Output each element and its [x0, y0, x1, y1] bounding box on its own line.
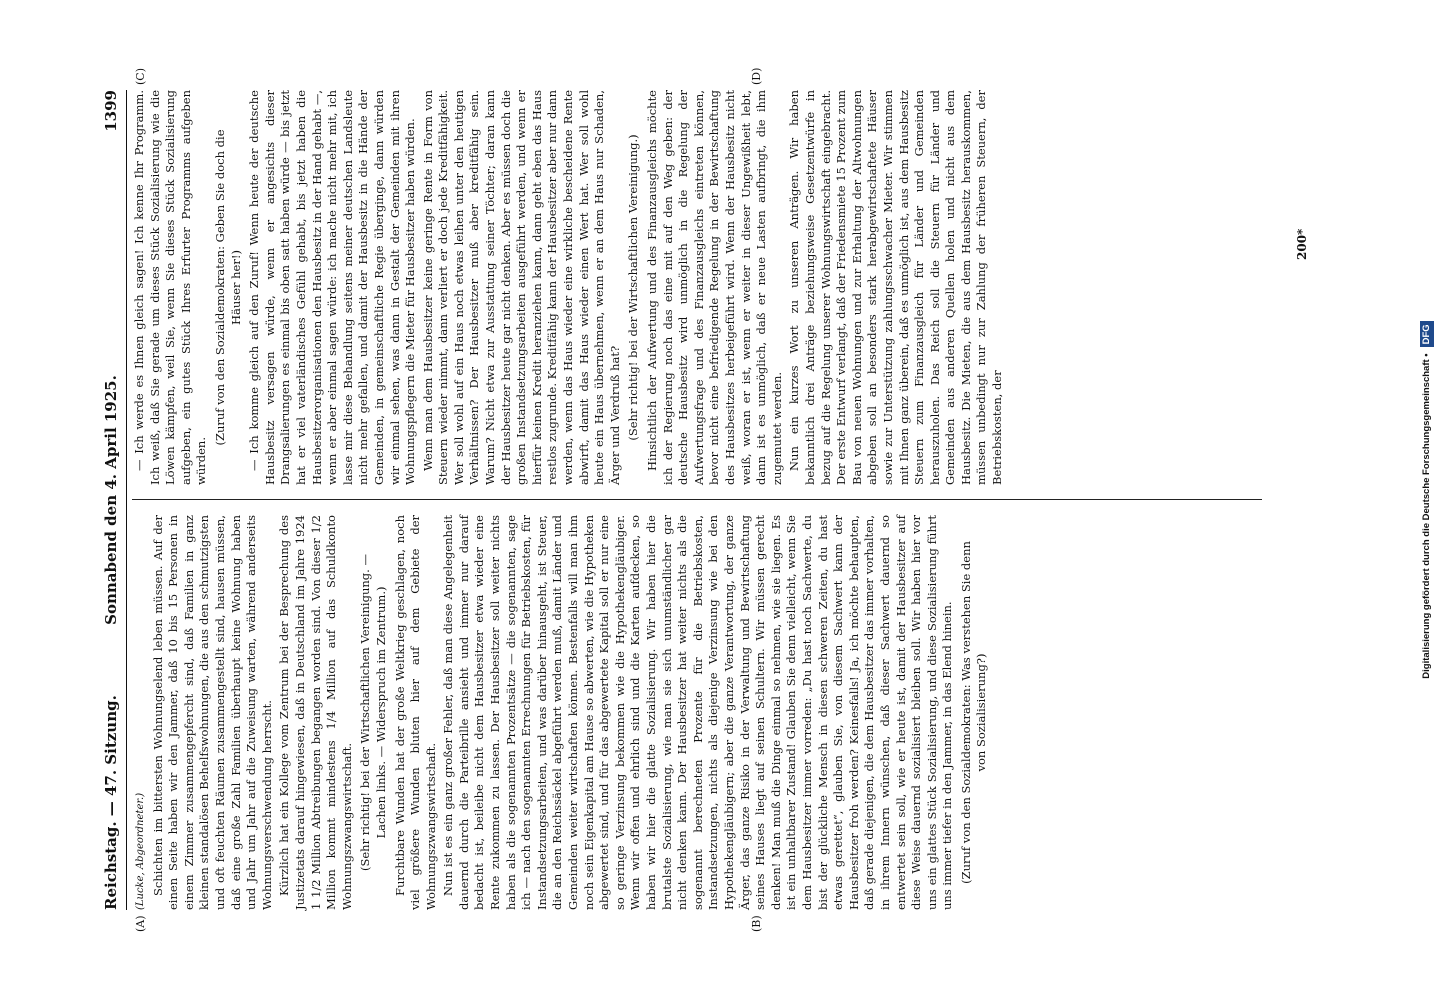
header-rule	[126, 90, 127, 910]
margin-marker-a: (A)	[134, 915, 147, 932]
left-paragraph-3: Furchtbare Wunden hat der große Weltkrieg geschlagen, noch viel größere Wunden bluten hier auf dem Gebiete der Wohnungszwangswirtschaft.	[392, 515, 438, 910]
page-header	[102, 90, 124, 910]
header-session: Reichstag. — 47. Sitzung.	[102, 695, 120, 910]
right-paragraph-2: — Ich komme gleich auf den Zuruf! Wenn heute der deutsche Hausbesitz versagen würde, wenn er angesichts dieser Drangsalierungen es einmal bis oben satt haben würde — bis jetzt hat er viel vaterländisches Gefühl gehabt, bis jetzt haben die Hausbesitzerorganisationen den Hausbesitz in der Hand gehabt —, wenn er aber einmal sagen würde: ich mache nicht mehr mit, ich lasse mir diese Behandlung seitens meiner deutschen Landsleute nicht mehr gefallen, und damit der Hausbesitz in die Hände der Gemeinden, in gemeinschaftliche Regie überginge, dann würden wir einmal sehen, was dann in Gestalt der Gemeinden mit ihren Wohnungspflegern die Mieter für Hausbesitzer haben würden.	[247, 90, 418, 485]
left-paragraph-4: Nun ist es ein ganz großer Fehler, daß man diese Angelegenheit dauernd durch die Parteibrille ansieht und immer nur darauf bedacht ist, beileibe nicht dem Hausbesitzer etwa wieder eine Rente zukommen zu lassen. Der Hausbesitzer soll weiter nichts haben als die sogenannten Prozentsätze — die sogenannten, sage ich — nach den sogenannten Errechnungen für Betriebskosten, für Instandsetzungsarbeiten, und was darüber hinausgeht, ist Steuer, die an den Reichssäckel abgeführt werden muß, damit Länder und Gemeinden weiter wirtschaften können. Bestenfalls will man ihm noch sein Eigenkapital am Hause so abwerten, wie die Hypotheken abgewertet sind, und für das abgewertete Kapital soll er nur eine so geringe Verzinsung bekommen wie die Hypothekengläubiger. Wenn wir offen und ehrlich sind und die Karten aufdecken, so haben wir hier die glatte Sozialisierung. Wir haben hier die brutalste Sozialisierung, wie man sie sich unumständlicher gar nicht denken kann. Der Hausbesitzer hat weiter nichts als die sogenannt berechneten Prozente für die Betriebskosten, Instandsetzungen, nichts als diejenige Verzinsung wie bei den Hypothekengläubigern; aber die ganze Verantwortung, der ganze Ärger, das ganze Risiko in der Verwaltung und Bewirtschaftung seines Hauses liegt auf seinen Schultern. Wir müssen gerecht denken! Man muß die Dinge einmal so nehmen, wie sie liegen. Es ist ein unhaltbarer Zustand! Glauben Sie denn vielleicht, wenn Sie dem Hausbesitzer immer vorreden: „Du hast noch Sachwerte, du bist der glückliche Mensch in diesen schweren Zeiten, du hast etwas gerettet“, glauben Sie, von diesem Sachwert kann der Hausbesitzer froh werden? Keinesfalls! Ja, ich möchte behaupten, daß gerade diejenigen, die dem Hausbesitzer das immer vorhalten, in ihrem Innern wünschen, daß dieser Sachwert dauernd so entwertet sein soll, wie er heute ist, damit der Hausbesitzer auf diese Weise dauernd sozialisiert bleiben soll. Wir haben hier vor uns ein glattes Stück Sozialisierung, und diese Sozialisierung führt uns immer tiefer in den Jammer, in das Elend hinein.	[441, 515, 955, 910]
right-paragraph-5: Nun ein kurzes Wort zu unseren Anträgen. Wir haben bekanntlich drei Anträge beziehungsweise Gesetzentwürfe in bezug auf die Regelung unserer Wohnungswirtschaft eingebracht. Der erste Entwurf verlangt, daß der Friedensmiete 15 Prozent zum Bau von neuen Wohnungen und zur Erhaltung der Altwohnungen abgeben soll an besonders stark herabgewirtschaftete Häuser sowie zur Unterstützung zahlungsschwacher Mieter. Wir stimmen mit Ihnen ganz überein, daß es unmöglich ist, aus dem Hausbesitz Steuern zum Finanzausgleich für Länder und Gemeinden herauszuholen. Das Reich soll die Steuern für Länder und Gemeinden aus anderen Quellen holen und nicht aus dem Hausbesitz. Die Mieten, die aus dem Hausbesitz herauskommen, müssen unbedingt nur zur Zahlung der früheren Steuern, der Betriebskosten, der	[787, 90, 1005, 485]
header-page-number: 1399	[102, 90, 120, 132]
right-column	[132, 90, 1282, 485]
dfg-logo: DFG	[1420, 321, 1434, 347]
speaker-tag: (Lucke, Abgeordneter.)	[135, 792, 146, 910]
left-paragraph-1: Schichten im bittersten Wohnungselend leben müssen. Auf der einen Seite haben wir den Jammer, daß 10 bis 15 Personen in einem Zimmer zusammengepfercht sind, daß Familien in ganz kleinen standalösen Behelfswohnungen, die aus den schmutzigsten und oft feuchten Räumen zusammengestellt sind, hausen müssen, daß eine große Zahl Familien überhaupt keine Wohnung haben und Jahr um Jahr auf die Zuweisung warten, während anderseits Wohnungsverschwendung herrscht.	[150, 515, 274, 910]
attribution-label: Digitalisierung gefördert durch die Deutsche Forschungsgemeinschaft •	[1421, 353, 1432, 679]
rotated-page	[60, 60, 1330, 940]
right-interjection-2: (Sehr richtig! bei der Wirtschaftlichen Vereinigung.)	[626, 134, 641, 441]
right-paragraph-1: — Ich werde es Ihnen gleich sagen! Ich kenne Ihr Programm. Ich weiß, daß Sie gerade um dieses Stück Sozialisierung wie die Löwen kämpfen, weil Sie, wenn Sie dieses Stück Sozialisierung aufgeben, ein gutes Stück Ihres Erfurter Programms aufgeben würden.	[132, 90, 209, 485]
margin-marker-b: (B)	[750, 915, 763, 932]
left-paragraph-2: Kürzlich hat ein Kollege vom Zentrum bei der Besprechung des Justizetats darauf hingewiesen, daß in Deutschland im Jahre 1924 1 1/2 Million Abtreibungen begangen worden sind. Von dieser 1/2 Million kommt mindestens 1/4 Million auf das Schuldkonto Wohnungszwangswirtschaft.	[277, 515, 354, 910]
attribution-text	[1420, 0, 1434, 1000]
column-divider	[132, 499, 1262, 500]
right-paragraph-4: Hinsichtlich der Aufwertung und des Finanzausgleichs möchte ich der Regierung noch das eine mit auf den Weg geben: der deutsche Hausbesitz wird unmöglich in die Regelung der Aufwertungsfrage und des Finanzausgleichs eintreten können, bevor nicht eine befriedigende Regelung in der Bewirtschaftung des Hausbesitzes herbeigeführt wird. Wenn der Hausbesitz nicht weiß, woran er ist, wenn er weiter in dieser Ungewißheit lebt, dann ist es unmöglich, daß er neue Lasten aufbringt, die ihm zugemutet werden.	[645, 90, 784, 485]
right-interjection-1: (Zuruf von den Sozialdemokraten: Geben Sie doch die Häuser her!)	[212, 129, 243, 446]
left-interjection-2: (Zuruf von den Sozialdemokraten: Was verstehen Sie denn von Sozialisierung?)	[958, 541, 989, 884]
left-interjection-1: (Sehr richtig! bei der Wirtschaftlichen Vereinigung. — Lachen links. — Widerspruch im Zentrum.)	[358, 554, 388, 871]
margin-marker-c: (C)	[134, 68, 147, 85]
footer-signature: 200*	[1295, 228, 1309, 260]
left-column	[132, 515, 1282, 910]
right-paragraph-3: Wenn man dem Hausbesitzer keine geringe Rente in Form von Steuern wieder nimmt, dann verliert er doch jede Kreditfähigkeit. Wer soll wohl auf ein Haus noch etwas leihen unter den heutigen Verhältnissen? Der Hausbesitzer muß aber kreditfähig sein. Warum? Nicht etwa zur Ausstattung seiner Töchter; daran kann der Hausbesitzer heute gar nicht denken. Aber es müssen doch die großen Instandsetzungsarbeiten ausgeführt werden, und wenn er hierfür keinen Kredit heranziehen kann, dann geht eben das Haus restlos zugrunde. Kreditfähig kann der Hausbesitzer aber nur dann werden, wenn das Haus wieder eine wirkliche bescheidene Rente abwirft, damit das Haus wieder einen Wert hat. Wer soll wohl heute ein Haus übernehmen, wenn er an dem Haus nur Schaden, Ärger und Verdruß hat?	[420, 90, 622, 485]
margin-marker-d: (D)	[750, 67, 763, 85]
attribution-strip	[1420, 0, 1434, 1000]
header-date: Sonnabend den 4. April 1925.	[102, 375, 120, 625]
